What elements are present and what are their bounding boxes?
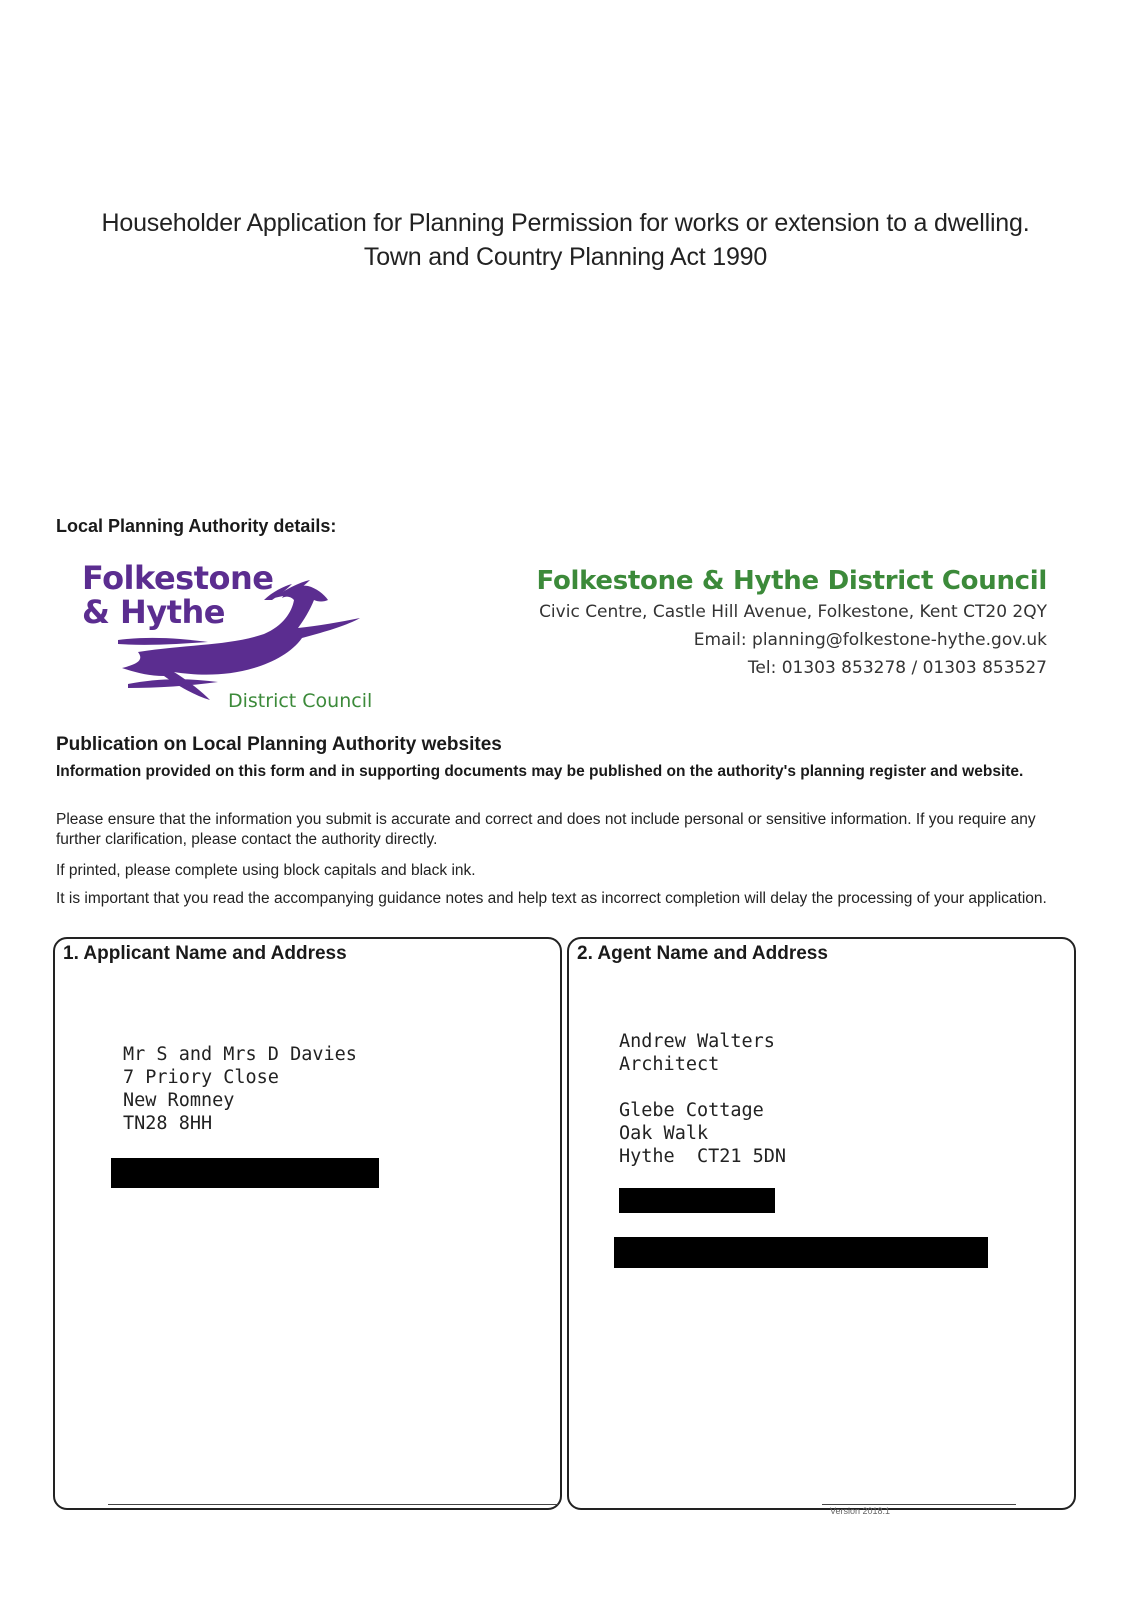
council-logo — [78, 560, 378, 720]
footer-rule-right — [822, 1504, 1016, 1505]
footer-rule-left — [108, 1504, 558, 1505]
applicant-section — [53, 937, 562, 1510]
authority-section-label: Local Planning Authority details: — [56, 516, 337, 536]
publication-paragraph-1: Please ensure that the information you submit is accurate and correct and does not include personal or sensitive information. If you require any further clarification, please contact the authority directly. — [56, 811, 1036, 848]
version-label: Version 2018.1 — [830, 1506, 891, 1516]
logo-name-line-2: & Hythe — [82, 593, 225, 631]
publication-paragraph-3: It is important that you read the accompanying guidance notes and help text as incorrect completion will delay the processing of your application. — [56, 890, 1047, 907]
applicant-address-field[interactable]: Mr S and Mrs D Davies 7 Priory Close New Romney TN28 8HH — [123, 1044, 357, 1134]
council-email: Email: planning@folkestone-hythe.gov.uk — [693, 630, 1047, 650]
publication-paragraph-2: If printed, please complete using block capitals and black ink. — [56, 862, 476, 879]
logo-name-line-1: Folkestone — [82, 559, 274, 597]
agent-section-title: 2. Agent Name and Address — [577, 943, 828, 964]
council-name: Folkestone & Hythe District Council — [536, 566, 1047, 596]
council-address: Civic Centre, Castle Hill Avenue, Folkestone, Kent CT20 2QY — [539, 602, 1047, 622]
council-contact-block — [537, 564, 1047, 682]
document-title — [0, 206, 1131, 274]
redaction-bar — [614, 1237, 988, 1268]
title-line-1: Householder Application for Planning Permission for works or extension to a dwelling. — [101, 209, 1030, 237]
applicant-section-title: 1. Applicant Name and Address — [63, 943, 347, 964]
agent-address-field[interactable]: Andrew Walters Architect Glebe Cottage Oak Walk Hythe CT21 5DN — [619, 1031, 787, 1167]
publication-notice: Information provided on this form and in supporting documents may be published on the authority's planning register and website. — [56, 763, 1024, 780]
publication-heading: Publication on Local Planning Authority websites — [56, 734, 502, 755]
title-line-2: Town and Country Planning Act 1990 — [363, 243, 768, 271]
council-phone: Tel: 01303 853278 / 01303 853527 — [747, 658, 1047, 678]
redaction-bar — [111, 1158, 379, 1188]
agent-section — [567, 937, 1076, 1510]
redaction-bar — [619, 1188, 775, 1213]
logo-subtitle: District Council — [228, 690, 373, 712]
